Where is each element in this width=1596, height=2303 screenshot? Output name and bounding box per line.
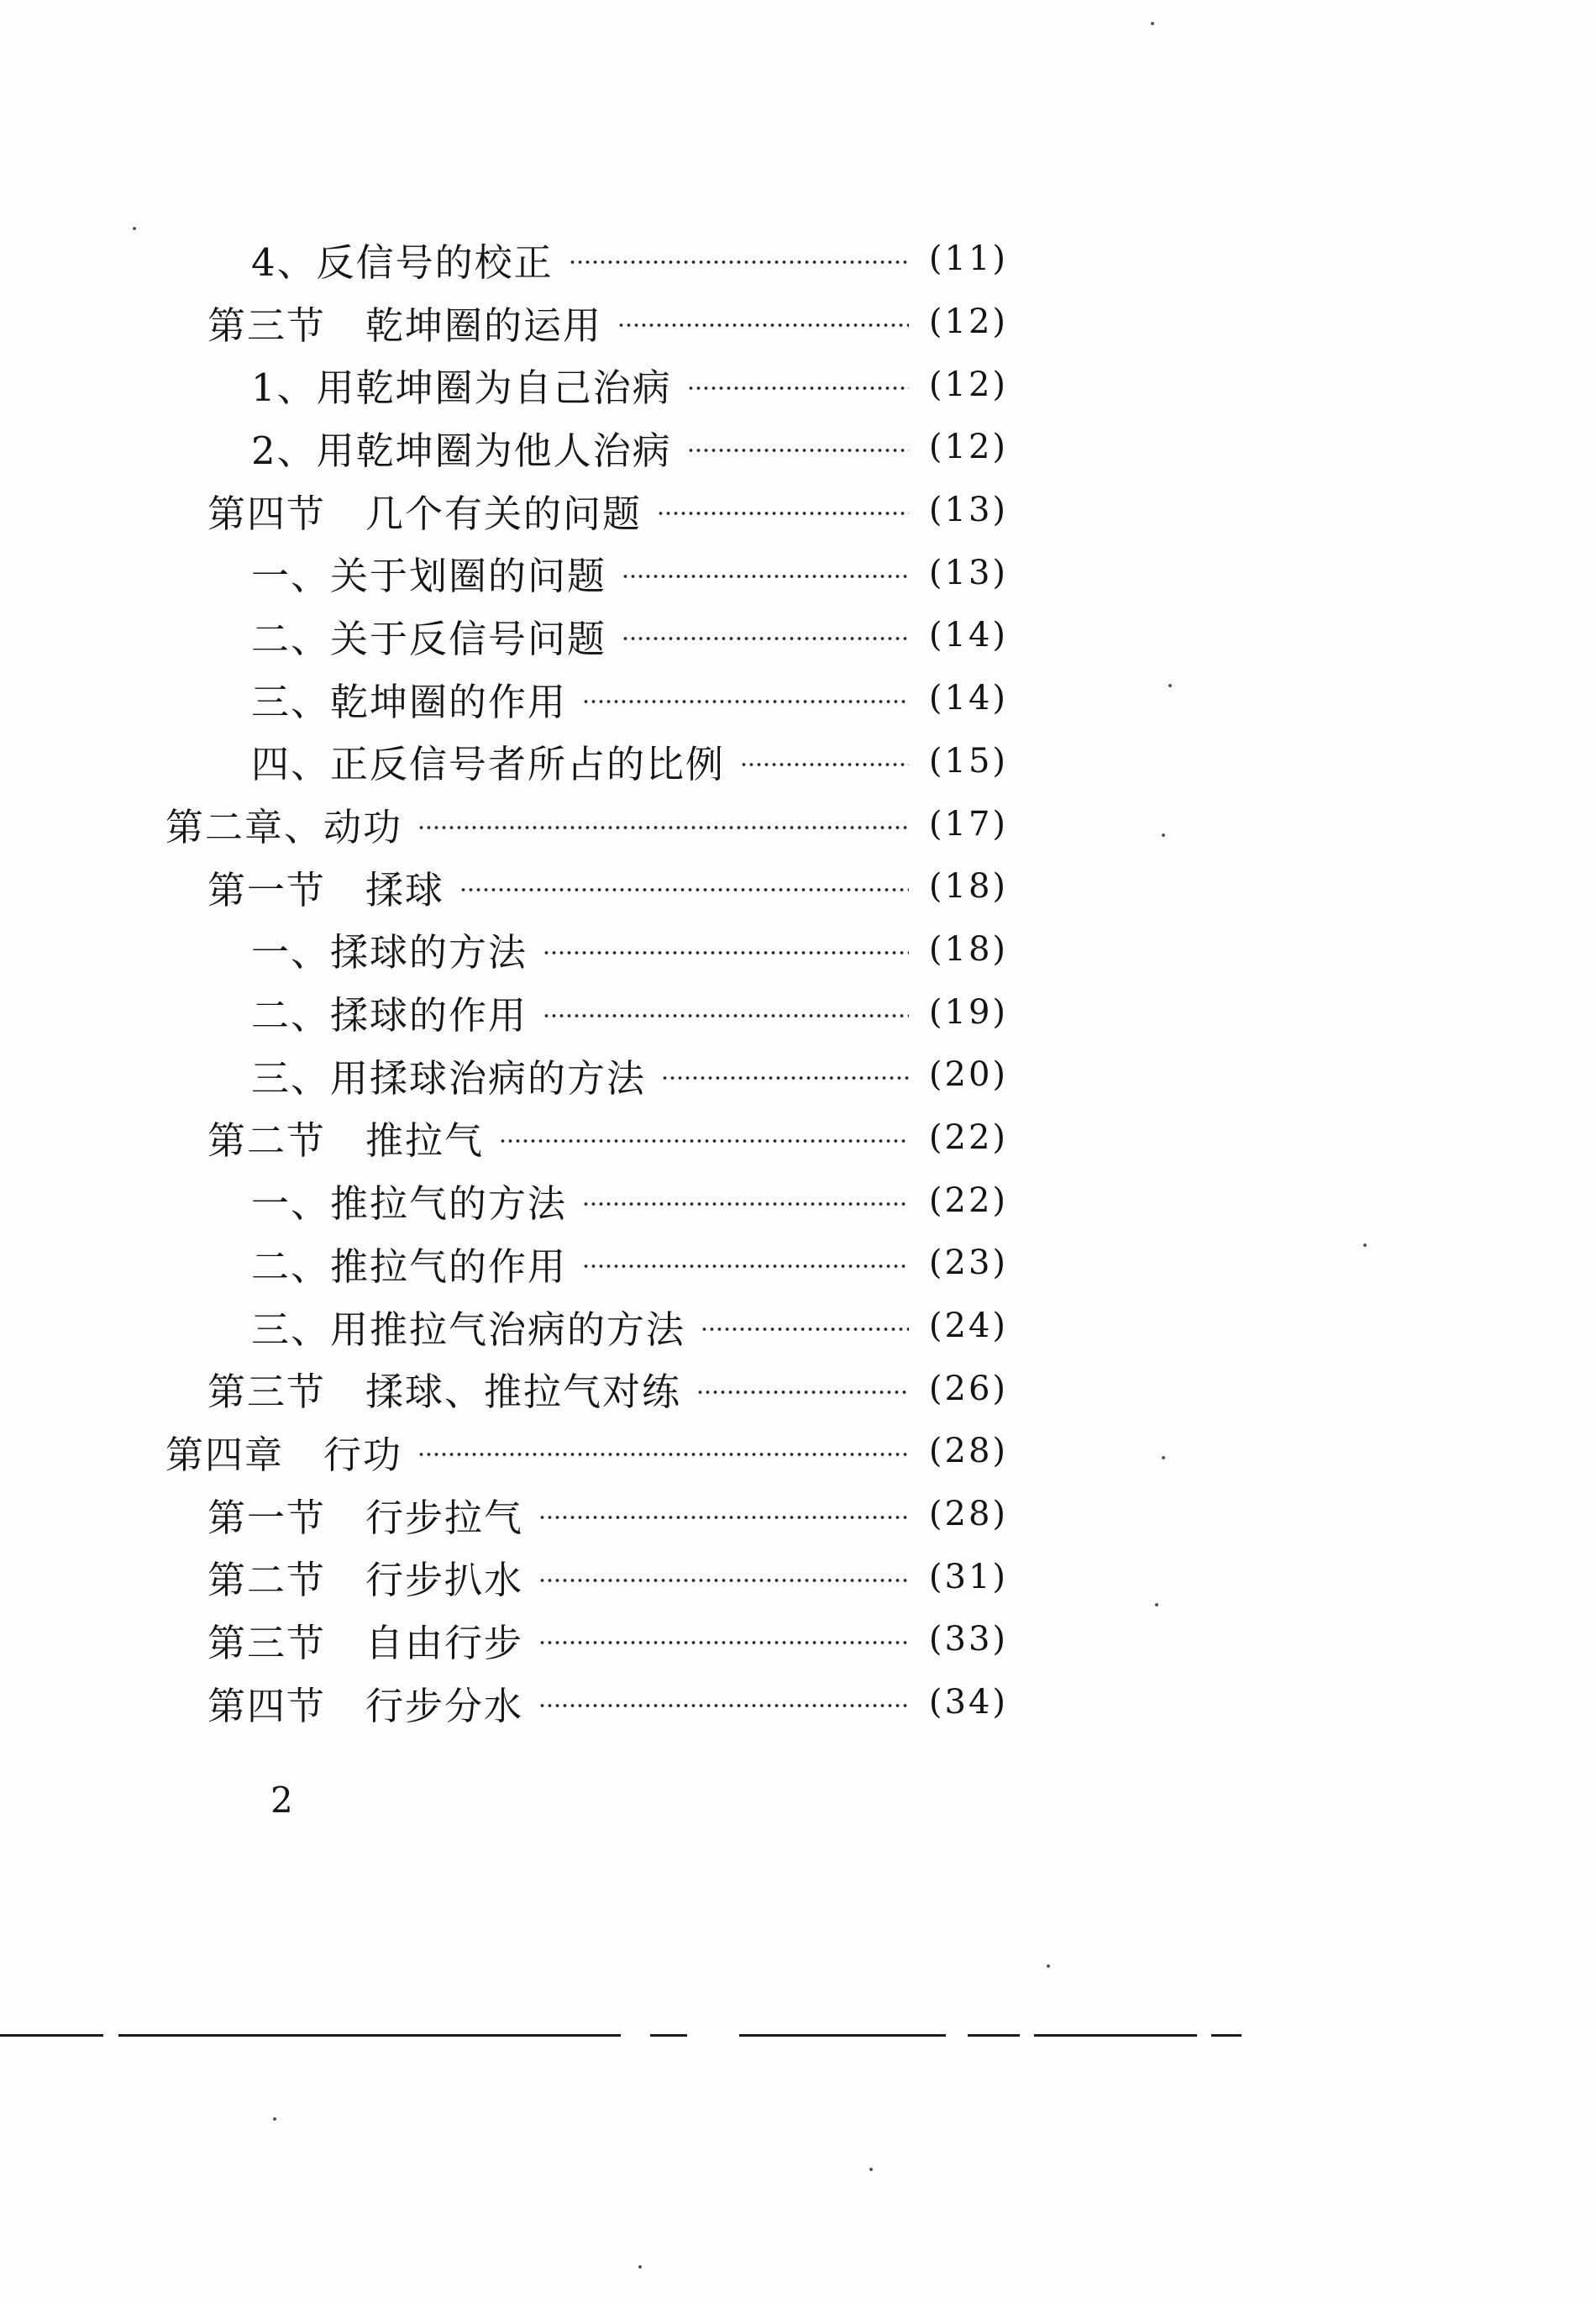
toc-entry bbox=[0, 1671, 1008, 1734]
table-of-contents bbox=[0, 228, 1596, 1734]
page-number: 2 bbox=[270, 1780, 293, 1821]
bottom-rule-segment bbox=[650, 2034, 687, 2037]
bottom-rule-segment bbox=[1211, 2034, 1242, 2037]
toc-entry-page: (34) bbox=[928, 1683, 1008, 1722]
toc-entry-page: (22) bbox=[928, 1117, 1008, 1157]
toc-entry-page: (24) bbox=[928, 1307, 1008, 1346]
toc-dot-leader bbox=[582, 697, 909, 707]
toc-entry-title: 二、揉球的作用 bbox=[251, 993, 528, 1038]
toc-entry-title: 第三节 乾坤圈的运用 bbox=[207, 302, 603, 348]
toc-entry-page: (17) bbox=[928, 804, 1008, 844]
toc-entry-page: (14) bbox=[928, 679, 1008, 718]
toc-dot-leader bbox=[622, 571, 909, 581]
toc-entry bbox=[0, 730, 1008, 793]
toc-entry-title: 二、推拉气的作用 bbox=[251, 1244, 568, 1289]
toc-entry-page: (31) bbox=[928, 1557, 1008, 1596]
toc-entry bbox=[0, 416, 1008, 479]
toc-entry-page: (33) bbox=[928, 1620, 1008, 1659]
toc-entry bbox=[0, 855, 1008, 918]
toc-dot-leader bbox=[459, 885, 909, 895]
toc-dot-leader bbox=[538, 1575, 909, 1585]
toc-entry-page: (23) bbox=[928, 1244, 1008, 1283]
scan-speck bbox=[869, 2168, 873, 2171]
bottom-rule-segment bbox=[0, 2034, 103, 2037]
toc-dot-leader bbox=[538, 1512, 909, 1522]
toc-entry bbox=[0, 667, 1008, 730]
toc-dot-leader bbox=[538, 1638, 909, 1648]
toc-entry bbox=[0, 353, 1008, 416]
toc-dot-leader bbox=[543, 1011, 909, 1021]
toc-dot-leader bbox=[543, 948, 909, 958]
bottom-rule-segment bbox=[968, 2034, 1020, 2037]
toc-entry bbox=[0, 228, 1008, 291]
toc-entry bbox=[0, 792, 1008, 855]
bottom-rule-segment bbox=[118, 2034, 621, 2037]
toc-entry-title: 三、用揉球治病的方法 bbox=[251, 1055, 647, 1101]
toc-dot-leader bbox=[696, 1387, 909, 1397]
toc-entry bbox=[0, 1169, 1008, 1232]
toc-entry-title: 第四节 几个有关的问题 bbox=[207, 491, 643, 536]
toc-entry bbox=[0, 604, 1008, 667]
toc-entry-title: 一、推拉气的方法 bbox=[251, 1181, 568, 1227]
toc-entry bbox=[0, 1107, 1008, 1170]
scan-speck bbox=[273, 2117, 276, 2121]
toc-dot-leader bbox=[417, 1449, 909, 1459]
toc-dot-leader bbox=[661, 1073, 909, 1083]
toc-entry-page: (22) bbox=[928, 1180, 1008, 1220]
toc-entry bbox=[0, 918, 1008, 981]
toc-entry-title: 4、反信号的校正 bbox=[251, 239, 554, 285]
scan-speck bbox=[1162, 833, 1165, 837]
toc-entry-title: 第一节 行步拉气 bbox=[207, 1495, 524, 1540]
toc-entry-page: (26) bbox=[928, 1369, 1008, 1408]
scan-speck bbox=[1151, 22, 1154, 25]
toc-entry-title: 1、用乾坤圈为自己治病 bbox=[251, 365, 672, 411]
toc-dot-leader bbox=[622, 634, 909, 644]
toc-entry-title: 第三节 自由行步 bbox=[207, 1620, 524, 1665]
scan-speck bbox=[1363, 1244, 1367, 1247]
toc-entry-title: 三、用推拉气治病的方法 bbox=[251, 1307, 686, 1352]
toc-entry-page: (28) bbox=[928, 1432, 1008, 1471]
toc-entry bbox=[0, 1483, 1008, 1546]
toc-entry bbox=[0, 291, 1008, 354]
toc-entry-page: (15) bbox=[928, 741, 1008, 781]
toc-entry-title: 二、关于反信号问题 bbox=[251, 616, 607, 661]
toc-entry-title: 2、用乾坤圈为他人治病 bbox=[251, 428, 672, 473]
toc-entry-page: (11) bbox=[928, 239, 1008, 279]
toc-entry bbox=[0, 1232, 1008, 1295]
toc-entry bbox=[0, 1357, 1008, 1420]
toc-dot-leader bbox=[687, 383, 909, 393]
scan-speck bbox=[1047, 1964, 1050, 1968]
toc-dot-leader bbox=[687, 445, 909, 455]
scan-speck bbox=[638, 2265, 642, 2269]
toc-entry-title: 第四章 行功 bbox=[165, 1432, 403, 1477]
toc-entry bbox=[0, 1608, 1008, 1671]
toc-entry bbox=[0, 541, 1008, 604]
toc-entry-page: (13) bbox=[928, 553, 1008, 592]
toc-entry-title: 第一节 揉球 bbox=[207, 867, 445, 912]
toc-entry-title: 一、揉球的方法 bbox=[251, 930, 528, 975]
scan-speck bbox=[1168, 684, 1172, 687]
toc-entry bbox=[0, 1044, 1008, 1107]
toc-entry-title: 第三节 揉球、推拉气对练 bbox=[207, 1370, 682, 1415]
toc-dot-leader bbox=[617, 320, 909, 330]
toc-entry bbox=[0, 479, 1008, 542]
toc-entry-title: 四、正反信号者所占的比例 bbox=[251, 742, 726, 787]
toc-entry-title: 第二章、动功 bbox=[165, 805, 403, 850]
toc-dot-leader bbox=[538, 1701, 909, 1711]
toc-entry-page: (28) bbox=[928, 1495, 1008, 1534]
toc-dot-leader bbox=[569, 257, 909, 267]
toc-dot-leader bbox=[740, 760, 909, 770]
scan-speck bbox=[1155, 1603, 1158, 1606]
toc-entry-page: (18) bbox=[928, 929, 1008, 969]
toc-entry-page: (14) bbox=[928, 616, 1008, 655]
toc-entry-title: 三、乾坤圈的作用 bbox=[251, 679, 568, 724]
scan-speck bbox=[1162, 1456, 1165, 1459]
toc-entry-page: (20) bbox=[928, 1055, 1008, 1095]
bottom-rule-segment bbox=[1034, 2034, 1197, 2037]
toc-entry bbox=[0, 1295, 1008, 1358]
bottom-rule-segment bbox=[739, 2034, 946, 2037]
toc-dot-leader bbox=[582, 1261, 909, 1271]
toc-entry-page: (19) bbox=[928, 992, 1008, 1032]
toc-entry-page: (12) bbox=[928, 365, 1008, 404]
toc-dot-leader bbox=[701, 1324, 909, 1334]
toc-entry bbox=[0, 981, 1008, 1044]
toc-entry-page: (12) bbox=[928, 302, 1008, 342]
toc-entry-title: 一、关于划圈的问题 bbox=[251, 554, 607, 599]
toc-dot-leader bbox=[657, 508, 909, 518]
toc-entry-page: (13) bbox=[928, 491, 1008, 530]
toc-dot-leader bbox=[499, 1136, 909, 1146]
toc-entry-page: (12) bbox=[928, 428, 1008, 467]
toc-entry-page: (18) bbox=[928, 867, 1008, 907]
toc-entry-title: 第二节 行步扒水 bbox=[207, 1558, 524, 1603]
toc-dot-leader bbox=[582, 1199, 909, 1209]
scan-speck bbox=[133, 227, 136, 230]
toc-entry bbox=[0, 1420, 1008, 1483]
toc-dot-leader bbox=[417, 823, 909, 833]
toc-entry-title: 第四节 行步分水 bbox=[207, 1683, 524, 1728]
toc-entry-title: 第二节 推拉气 bbox=[207, 1118, 485, 1164]
toc-entry bbox=[0, 1545, 1008, 1608]
